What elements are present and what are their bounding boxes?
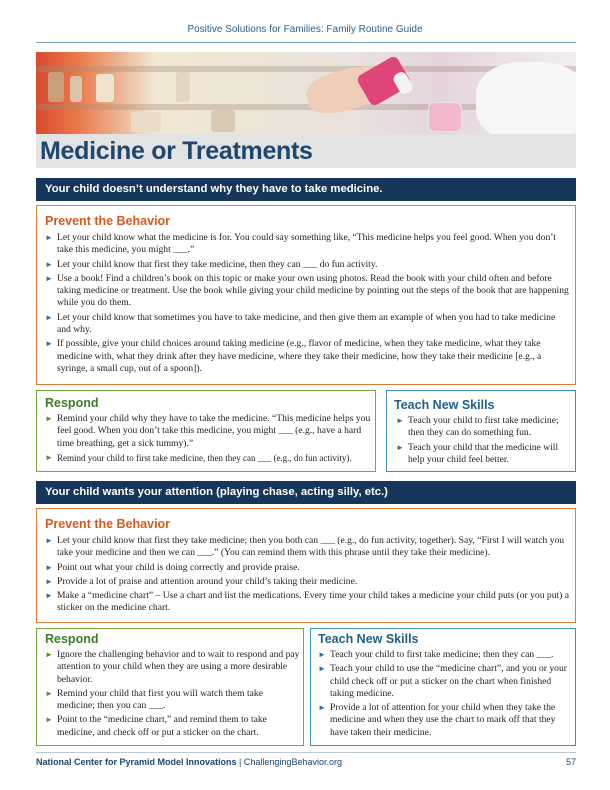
lab-coat-shape xyxy=(476,62,576,134)
page-title: Medicine or Treatments xyxy=(40,137,313,165)
list-item: ► Teach your child to first take medicine; then they can do something fun. xyxy=(396,415,559,439)
triangle-right-icon: ► xyxy=(45,576,53,586)
triangle-right-icon: ► xyxy=(45,414,53,423)
section2-teach-title: Teach New Skills xyxy=(318,632,419,646)
list-item: ► Teach your child to use the “medicine chart”, and you or your child check off or put a sticker on the chart when finished taking medicine. xyxy=(318,663,567,699)
list-item: ► Teach your child that the medicine will help your child feel better. xyxy=(396,441,559,465)
triangle-right-icon: ► xyxy=(45,259,53,269)
bottle-shape xyxy=(96,74,114,102)
footer-site-link[interactable]: ChallengingBehavior.org xyxy=(243,757,342,767)
section2-respond-title: Respond xyxy=(45,632,99,646)
list-item: ► Point to the “medicine chart,” and remind them to take medicine, and check off or put a sticker on the chart. xyxy=(45,714,267,738)
triangle-right-icon: ► xyxy=(45,312,53,322)
section1-teach-title: Teach New Skills xyxy=(394,398,495,412)
list-item: ► Let your child know that sometimes you have to take medicine, and then give them an example of when you had to take medicine and why. xyxy=(45,311,556,336)
footer-divider xyxy=(36,752,576,753)
section2-teach-list xyxy=(318,649,572,741)
triangle-right-icon: ► xyxy=(45,273,53,283)
section2-respond-list xyxy=(45,649,300,741)
section1-prevent-list xyxy=(45,232,571,377)
triangle-right-icon: ► xyxy=(45,339,53,349)
section2-prevent-list xyxy=(45,535,571,617)
list-item: ► Ignore the challenging behavior and to wait to respond and pay attention to your child when they are using a more desirable behavior. xyxy=(45,649,300,685)
section1-respond-list xyxy=(45,413,371,466)
triangle-right-icon: ► xyxy=(45,452,53,462)
header-divider xyxy=(36,42,576,43)
list-item: ► Remind your child that first you will watch them take medicine; then you can ___. xyxy=(45,687,263,712)
bottle-shape xyxy=(211,110,235,132)
section1-banner: Your child doesn’t understand why they have to take medicine. xyxy=(36,178,576,201)
page-number: 57 xyxy=(565,757,576,767)
list-item: ► Let your child know that first they take medicine; then you both can ___ (e.g., do fun activity, together). Say, “First I will watch you take your medicine and then we can ___.” (You can remind them with this phrase until they take their medicine). xyxy=(45,535,565,559)
list-item: ► If possible, give your child choices around taking medicine (e.g., flavor of medicine, when they take medicine, what they take medicine with, what they drink after they have medicine, where they take their medicine, how they take their medicine [e.g., a syringe, a small cup, out of a spoon]). xyxy=(45,338,542,374)
footer-separator: | xyxy=(239,757,242,767)
triangle-right-icon: ► xyxy=(396,416,404,425)
section1-prevent-title: Prevent the Behavior xyxy=(45,214,171,228)
list-item: ► Point out what your child is doing correctly and provide praise. xyxy=(45,561,300,573)
triangle-right-icon: ► xyxy=(45,562,53,572)
list-item: ► Remind your child to first take medicine, then they can ___ (e.g., do fun activity). xyxy=(45,452,352,463)
bottle-shape xyxy=(176,72,190,102)
triangle-right-icon: ► xyxy=(45,688,53,698)
bottle-shape xyxy=(48,72,64,102)
footer-org: National Center for Pyramid Model Innovations xyxy=(36,757,237,767)
triangle-right-icon: ► xyxy=(318,664,326,674)
guide-header: Positive Solutions for Families: Family Routine Guide xyxy=(187,24,423,35)
list-item: ► Provide a lot of praise and attention around your child’s taking their medicine. xyxy=(45,575,358,587)
triangle-right-icon: ► xyxy=(45,233,53,242)
measuring-cup-shape xyxy=(428,102,462,132)
triangle-right-icon: ► xyxy=(318,650,326,659)
list-item: ► Let your child know that first they take medicine, then they can ___ do fun activity. xyxy=(45,258,378,270)
list-item: ► Let your child know what the medicine is for. You could say something like, “This medicine helps you feel good. When you don’t take this medicine, you might ___.” xyxy=(45,232,556,256)
footer xyxy=(36,757,576,767)
section2-banner: Your child wants your attention (playing chase, acting silly, etc.) xyxy=(36,481,576,504)
list-item: ► Teach your child to first take medicine; then they can ___. xyxy=(318,649,554,660)
bottle-shape xyxy=(131,112,161,132)
list-item: ► Provide a lot of attention for your child when they take the medicine and when they use the chart to mark off that they have taken their medicine. xyxy=(318,702,556,738)
hero-image-medicine xyxy=(36,52,576,134)
list-item: ► Remind your child why they have to take the medicine. “This medicine helps you feel good. When you don’t take this medicine, you might ___ (e.g., have a hard time breathing, get a sick tummy).” xyxy=(45,413,371,449)
list-item: ► Use a book! Find a children’s book on this topic or make your own using photos. Read the book with your child often and before taking medicine or treatment. Use the book while giving your child medicine by pointing out the steps of the book that are happening while you do them. xyxy=(45,272,569,309)
triangle-right-icon: ► xyxy=(45,536,53,545)
triangle-right-icon: ► xyxy=(45,591,53,601)
triangle-right-icon: ► xyxy=(396,442,404,452)
triangle-right-icon: ► xyxy=(45,715,53,725)
triangle-right-icon: ► xyxy=(318,703,326,713)
section1-respond-title: Respond xyxy=(45,396,99,410)
list-item: ► Make a “medicine chart” – Use a chart and list the medications. Every time your child takes a medicine your child puts (or you put) a sticker on the medicine chart. xyxy=(45,590,570,614)
section2-prevent-title: Prevent the Behavior xyxy=(45,517,171,531)
section1-teach-list xyxy=(396,415,572,468)
bottle-shape xyxy=(70,76,82,102)
triangle-right-icon: ► xyxy=(45,650,53,659)
